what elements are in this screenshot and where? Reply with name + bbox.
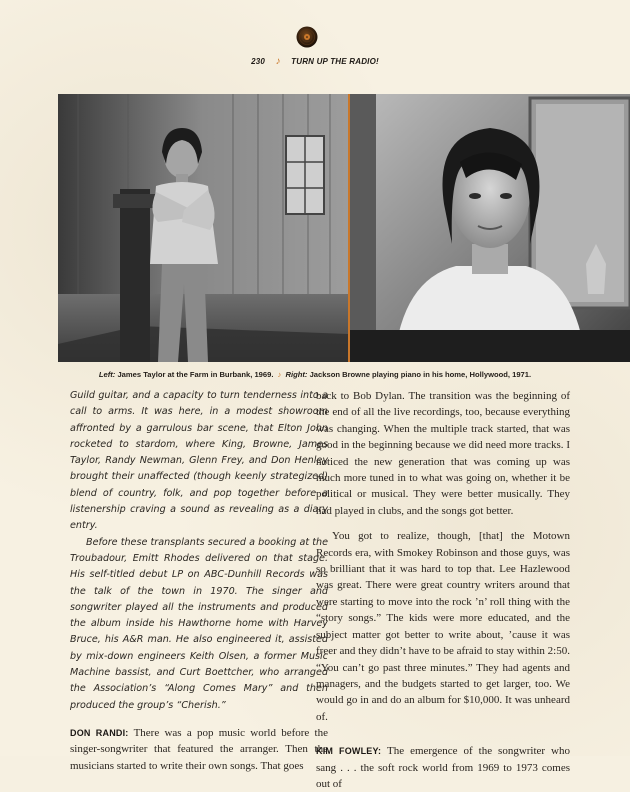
speaker-name: KIM FOWLEY:	[316, 746, 382, 757]
body-paragraph-1: back to Bob Dylan. The transition was the beginning of the end of all the live recordings, too, because everything was changing. When the multiple track started, that was good in the beginning because we did need more tracks. I noticed the new generation that was coming up was much more tuned in to what was going on, whether it be political or musical. They were better musically. They had played in clubs, and the songs got better.	[316, 390, 570, 517]
intro-paragraph-1: Guild guitar, and a capacity to turn tenderness into a call to arms. It was here, in a modest showroom affronted by a garrulous bar scene, that Elton John rocketed to stardom, where King, Browne, James Taylor, Randy Newman, Glenn Frey, and Don Henley brought their unaffected (though keenly strategized) blend of country, folk, and pop together before a listenership craving a sound as revealing as a diary entry.	[70, 390, 328, 532]
left-column	[70, 388, 328, 774]
vinyl-record-icon	[296, 26, 318, 48]
speaker-name: DON RANDI:	[70, 727, 129, 738]
page-number: 230	[251, 57, 266, 66]
kim-fowley-quote	[316, 743, 570, 792]
photo-spread	[58, 94, 630, 362]
don-randi-quote	[70, 725, 328, 774]
intro-paragraph-2: Before these transplants secured a booking at the Troubadour, Emitt Rhodes delivered on that stage. His self-titled debut LP on ABC-Dunhill Records was the talk of the town in 1970. The singer and songwriter played all the instruments and produced the album inside his Hawthorne home with Harvey Bruce, his A&R man. He also engineered it, assisted by mix-down engineers Keith Olsen, a former Music Machine bassist, and Curt Boettcher, who arranged the Association’s “Along Comes Mary” and then produced the group’s “Cherish.”	[70, 536, 328, 711]
caption-right-label: Right:	[285, 370, 308, 379]
music-note-icon: ♪	[275, 56, 281, 67]
quote-text: The emergence of the songwriter who sang . . . the soft rock world from 1969 to 1973 comes out of	[316, 745, 570, 790]
caption-separator-icon: ♪	[277, 370, 282, 379]
quote-text: There was a pop music world before the singer-songwriter that featured the arranger. Then the musicians started to write their own songs. That goes	[70, 726, 328, 772]
caption-left-text: James Taylor at the Farm in Burbank, 1969.	[117, 370, 274, 379]
photo-caption	[0, 370, 630, 379]
photo-jackson-browne	[350, 94, 630, 362]
caption-left-label: Left:	[98, 370, 116, 379]
running-title: TURN UP THE RADIO!	[291, 57, 379, 66]
running-header	[0, 56, 630, 67]
body-paragraph-2: You got to realize, though, [that] the Motown Records era, with Smokey Robinson and those guys, was so brilliant that it was hard to top that. Lee Hazlewood was great. There were great country writers around that were starting to move into the rock ’n’ roll thing with the “story songs.” The kids were more educated, and the subject matter got better to write about, ’cause it was freer and they didn’t have to be afraid to stay within 2:50. “You can’t go past three minutes.” They had agents and managers, and the budgets started to get larger, too. We would go in and do an album for $10,000. It was unheard of.	[316, 530, 570, 723]
caption-right-text: Jackson Browne playing piano in his home, Hollywood, 1971.	[309, 370, 532, 379]
right-column	[316, 388, 570, 792]
photo-james-taylor	[58, 94, 348, 362]
